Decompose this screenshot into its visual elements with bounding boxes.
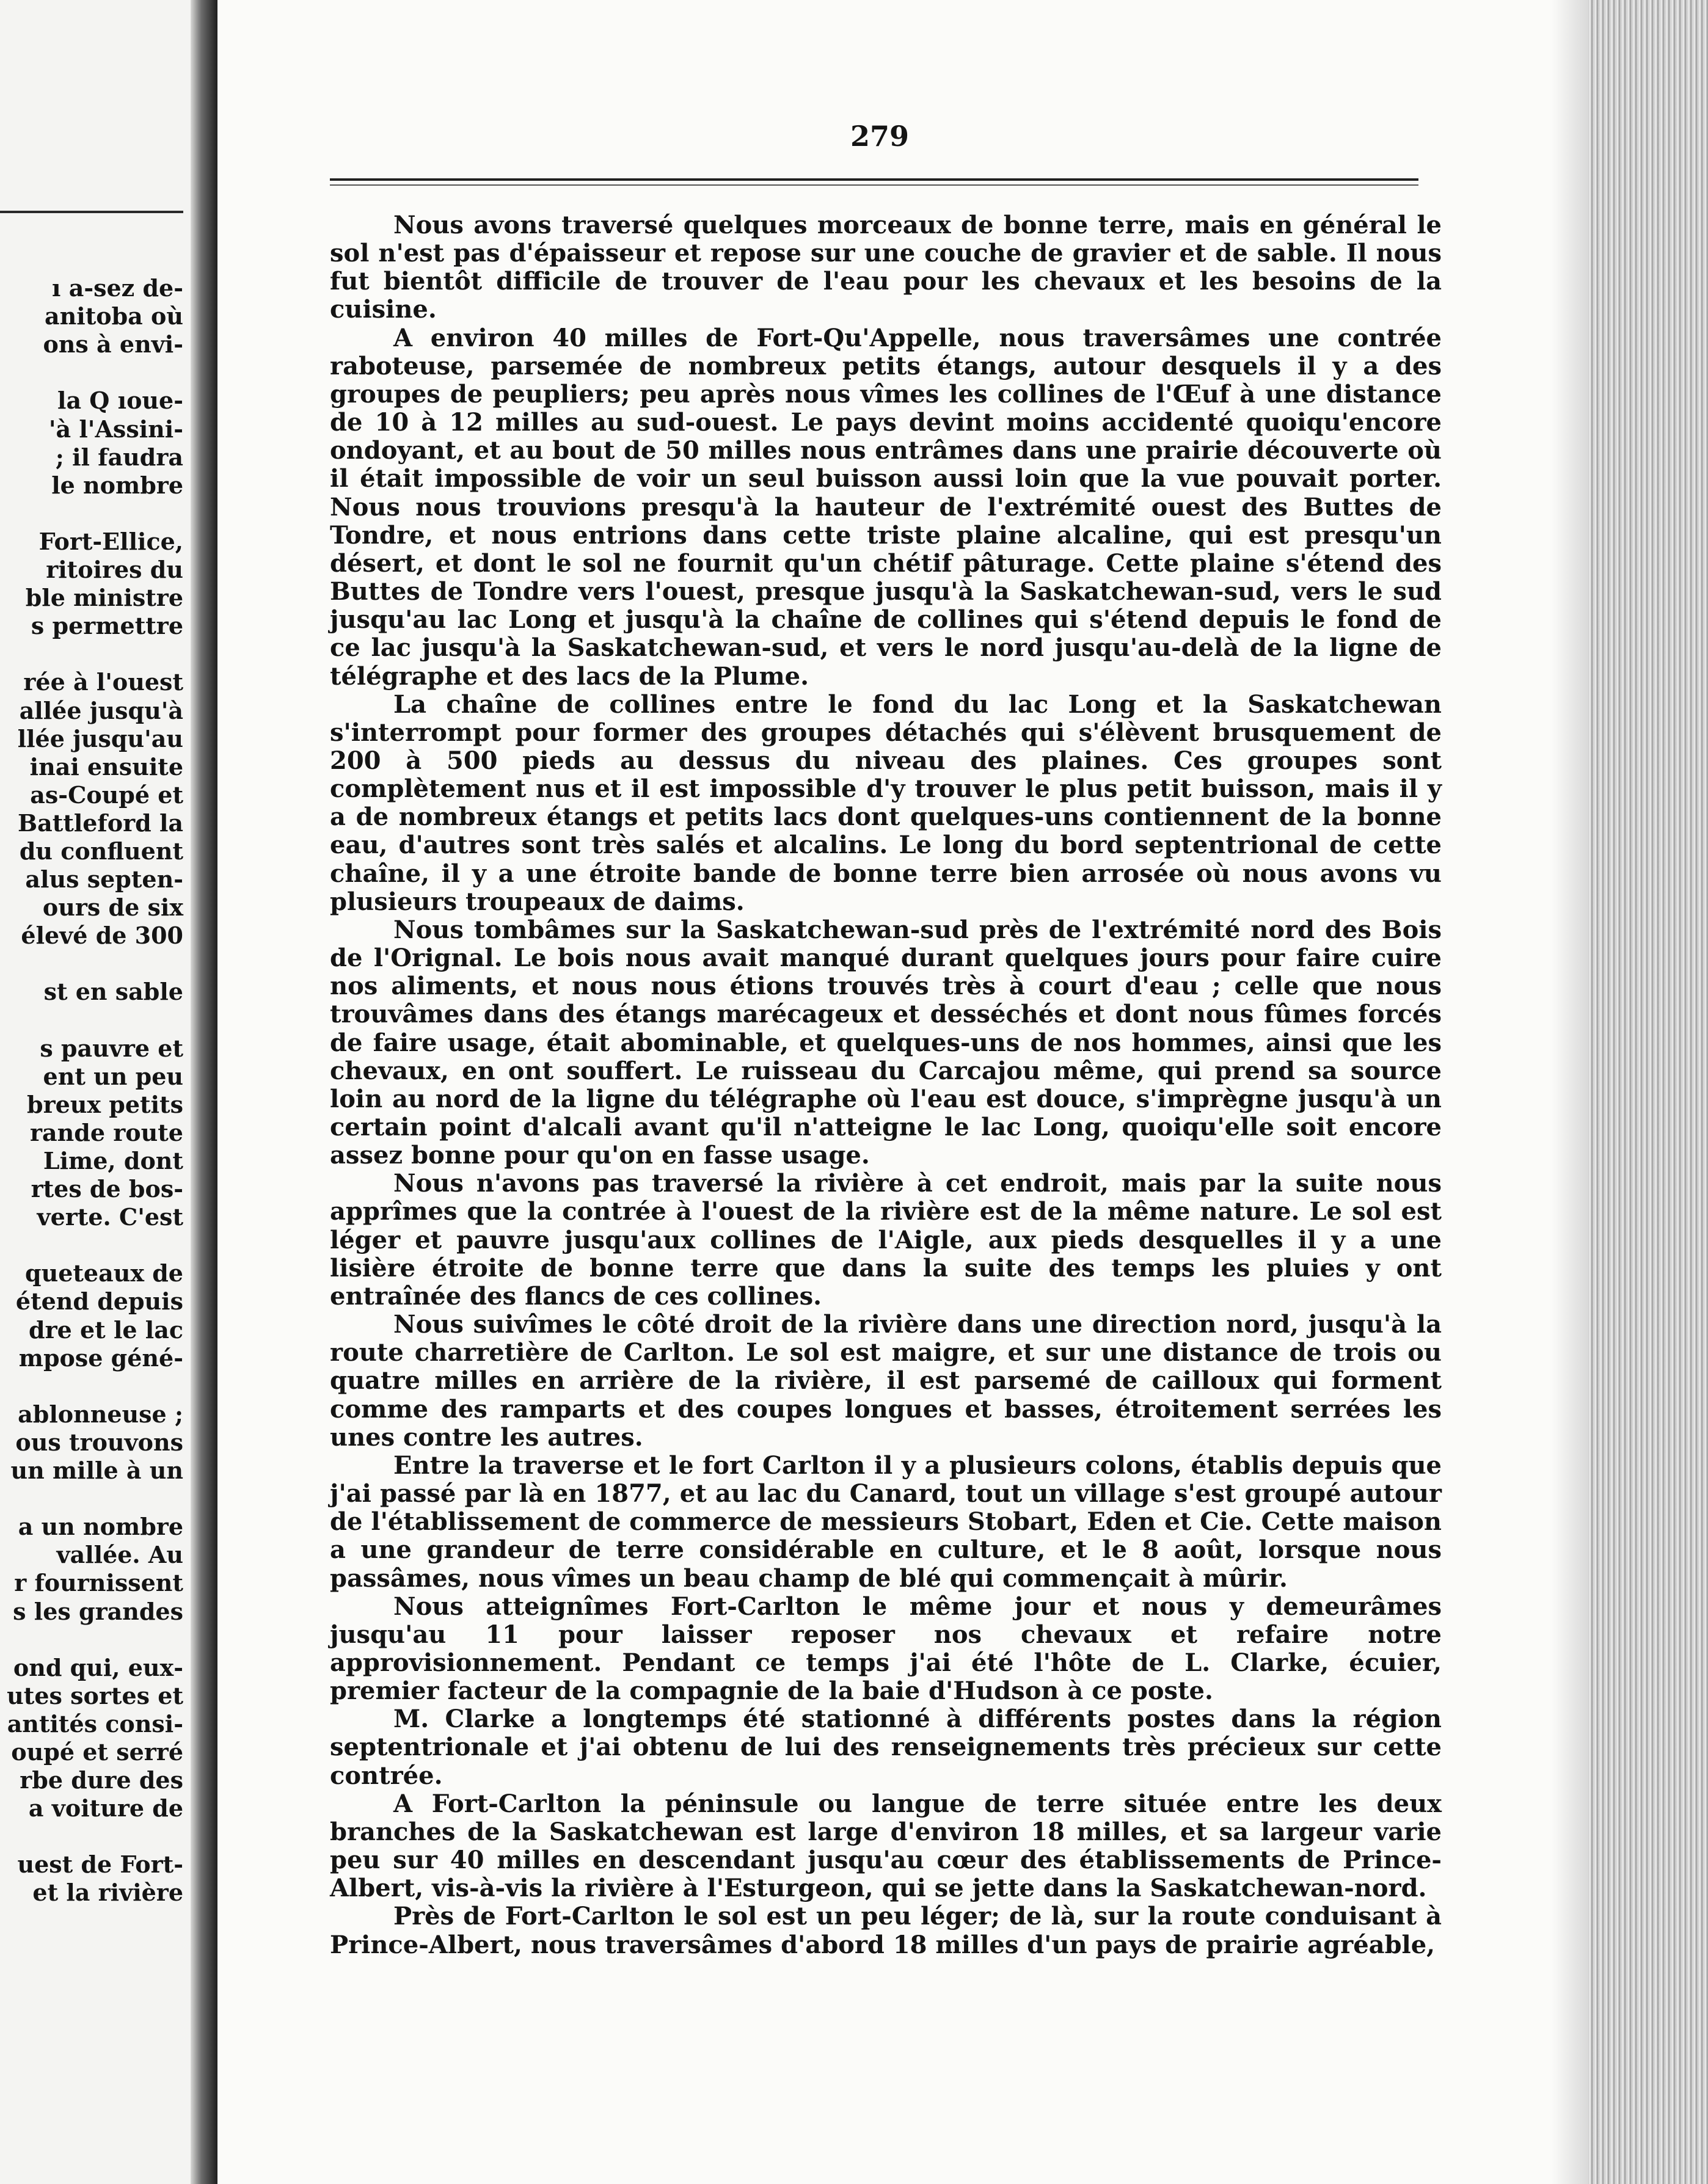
facing-page-line — [0, 1822, 183, 1851]
facing-page-text — [0, 246, 183, 1907]
facing-page-line — [0, 1006, 183, 1035]
facing-page-line: st en sable — [43, 978, 183, 1006]
paragraph: Entre la traverse et le fort Carlton il y a plusieurs colons, établis depuis que j'ai passé par là en 1877, et au lac du Canard, tout un village s'est groupé autour de l'établissement de commerce de messieurs Stobart, Eden et Cie. Cette maison a une grandeur de terre considérable en culture, et le 8 août, lorsque nous passâmes, nous vîmes un beau champ de blé qui commençait à mûrir. — [330, 1451, 1442, 1593]
facing-page-line: a voiture de — [28, 1794, 183, 1822]
facing-page-line: llée jusqu'au — [17, 724, 183, 752]
body-text — [330, 211, 1442, 1959]
facing-page-line — [0, 1626, 183, 1654]
book-gutter — [191, 0, 217, 2184]
facing-page-line: inai ensuite — [29, 752, 183, 781]
paragraph: A environ 40 milles de Fort-Qu'Appelle, nous traversâmes une contrée raboteuse, parsemée de nombreux petits étangs, autour desquels il y a des groupes de peupliers; peu après nous vîmes les collines de l'Œuf à une distance de 10 à 12 milles au sud-ouest. Le pays devint moins accidenté quoiqu'encore ondoyant, et au bout de 50 milles nous entrâmes dans une prairie découverte où il était impossible de voir un seul buisson aussi loin que la vue pouvait porter. Nous nous trouvions presqu'à la hauteur de l'extrémité ouest des Buttes de Tondre, et nous entrions dans cette triste plaine alcaline, qui est presqu'un désert, et dont le sol ne fournit qu'un chétif pâturage. Cette plaine s'étend des Buttes de Tondre vers l'ouest, presque jusqu'à la Saskatchewan-sud, vers le sud jusqu'au lac Long et jusqu'à la chaîne de collines qui s'étend depuis le fond de ce lac jusqu'à la Saskatchewan-sud, et vers le nord jusqu'au-delà de la ligne de télégraphe et des lacs de la Plume. — [330, 323, 1442, 691]
facing-page-line: mpose géné‑ — [18, 1344, 183, 1372]
page-number: 279 — [850, 120, 910, 153]
paragraph: Près de Fort-Carlton le sol est un peu léger; de là, sur la route conduisant à Prince-Albert, nous traversâmes d'abord 18 milles d'un pays de prairie agréable, — [330, 1902, 1442, 1959]
facing-page-line: Battleford la — [17, 809, 183, 837]
paragraph: A Fort-Carlton la péninsule ou langue de terre située entre les deux branches de la Saskatchewan est large d'environ 18 milles, et sa largeur varie peu sur 40 milles en descendant jusqu'au cœur des établissements de Prince-Albert, vis-à-vis la rivière à l'Esturgeon, qui se jette dans la Saskatchewan-nord. — [330, 1789, 1442, 1903]
paragraph: La chaîne de collines entre le fond du lac Long et la Saskatchewan s'interrompt pour former des groupes détachés qui s'élèvent brusquement de 200 à 500 pieds au dessus du niveau des plaines. Ces groupes sont complètement nus et il est impossible d'y trouver le plus petit buisson, mais il y a de nombreux étangs et petits lacs dont quelques-uns contiennent de la bonne eau, d'autres sont très salés et alcalins. Le long du bord septentrional de cette chaîne, il y a une étroite bande de bonne terre bien arrosée où nous avons vu plusieurs troupeaux de daims. — [330, 690, 1442, 916]
facing-page-line: ble ministre — [25, 584, 183, 612]
paragraph: Nous suivîmes le côté droit de la rivière dans une direction nord, jusqu'à la route charretière de Carlton. Le sol est maigre, et sur une distance de trois ou quatre milles en arrière de la rivière, il est parsemé de cailloux qui forment comme des ramparts et des coupes longues et basses, étroitement serrées les unes contre les autres. — [330, 1310, 1442, 1452]
facing-page-line: verte. C'est — [37, 1203, 183, 1231]
facing-page-line — [0, 246, 183, 274]
paragraph: M. Clarke a longtemps été stationné à différents postes dans la région septentrionale et j'ai obtenu de lui des renseignements très précieux sur cette contrée. — [330, 1705, 1442, 1790]
facing-page-line: Lime, dont — [43, 1147, 183, 1174]
book-page-edges — [1588, 0, 1708, 2184]
paragraph: Nous atteignîmes Fort-Carlton le même jour et nous y demeurâmes jusqu'au 11 pour laisser reposer nos chevaux et refaire notre approvisionnement. Pendant ce temps j'ai été l'hôte de L. Clarke, écuier, premier facteur de la compagnie de la baie d'Hudson à ce poste. — [330, 1592, 1442, 1706]
facing-page-line: étend depuis — [15, 1287, 183, 1316]
facing-page-line: dre et le lac — [29, 1316, 183, 1344]
facing-page-line: a un nombre — [18, 1513, 183, 1541]
paragraph: Nous tombâmes sur la Saskatchewan-sud près de l'extrémité nord des Bois de l'Orignal. Le bois nous avait manqué durant quelques jours pour faire cuire nos aliments, et nous nous étions trouvés très à court d'eau ; celle que nous trouvâmes dans des étangs marécageux et desséchés et dont nous fûmes forcés de faire usage, était abominable, et quelques-uns de nos hommes, ainsi que les chevaux, en ont souffert. Le ruisseau du Carcajou même, qui prend sa source loin au nord de la ligne du télégraphe où l'eau est douce, s'imprègne jusqu'à un certain point d'alcali avant qu'il n'atteigne le lac Long, quoiqu'elle soit encore assez bonne pour qu'on en fasse usage. — [330, 915, 1442, 1170]
header-rule-thick — [330, 178, 1418, 181]
facing-page-line — [0, 1485, 183, 1513]
facing-page-line: ent un peu — [43, 1062, 183, 1090]
header-rule-thin — [330, 184, 1418, 186]
facing-page-line: un mille à un — [10, 1457, 183, 1485]
facing-page-line — [0, 950, 183, 978]
facing-page-line: ond qui, eux‑ — [13, 1653, 183, 1681]
facing-page-line: 'à l'Assini‑ — [48, 415, 183, 443]
facing-page — [0, 0, 211, 2184]
facing-page-line — [0, 359, 183, 387]
facing-page-line: ous trouvons — [15, 1428, 183, 1456]
facing-page-line: anitoba où — [45, 302, 183, 330]
facing-page-line: Fort-Ellice, — [38, 527, 183, 555]
facing-page-line: alus septen‑ — [25, 865, 183, 894]
facing-page-line: le nombre — [51, 471, 183, 499]
facing-page-line: ritoires du — [46, 556, 183, 584]
facing-page-line — [0, 1231, 183, 1259]
facing-page-line: rtes de bos‑ — [31, 1175, 183, 1203]
facing-page-line — [0, 1372, 183, 1400]
facing-page-line: ; il faudra — [55, 443, 183, 471]
facing-page-line: rande route — [30, 1118, 183, 1146]
facing-page-line: antités consi‑ — [7, 1709, 183, 1738]
facing-page-line: queteaux de — [25, 1259, 183, 1287]
facing-page-line: du confluent — [19, 837, 183, 865]
facing-page-line: ı a‑sez de‑ — [52, 274, 183, 302]
facing-page-line: breux petits — [27, 1090, 183, 1118]
facing-page-line: ablonneuse ; — [18, 1400, 183, 1428]
facing-page-line: allée jusqu'à — [19, 696, 183, 724]
facing-page-line: et la rivière — [32, 1879, 183, 1907]
facing-page-line: ours de six — [42, 894, 183, 922]
facing-page-rule — [0, 211, 183, 213]
paragraph: Nous n'avons pas traversé la rivière à cet endroit, mais par la suite nous apprîmes que la contrée à l'ouest de la rivière est de la même nature. Le sol est léger et pauvre jusqu'aux collines de l'Aigle, aux pieds desquelles il y a une lisière étroite de bonne terre que dans la suite des temps les pluies y ont entraînée des flancs de ces collines. — [330, 1169, 1442, 1311]
facing-page-line: utes sortes et — [7, 1681, 183, 1709]
facing-page-line: uest de Fort‑ — [17, 1851, 183, 1879]
facing-page-line: as-Coupé et — [30, 781, 183, 809]
facing-page-line: vallée. Au — [56, 1541, 183, 1569]
facing-page-line: la Q ıoue‑ — [57, 387, 183, 415]
facing-page-line: ons à envi‑ — [43, 330, 183, 359]
facing-page-line: rbe dure des — [20, 1766, 183, 1794]
facing-page-line — [0, 640, 183, 668]
facing-page-line: oupé et serré — [11, 1738, 183, 1766]
facing-page-line: rée à l'ouest — [23, 668, 183, 696]
facing-page-line: s permettre — [31, 612, 183, 640]
facing-page-line: élevé de 300 — [21, 922, 183, 950]
facing-page-line: s les grandes — [13, 1597, 183, 1625]
paragraph: Nous avons traversé quelques morceaux de bonne terre, mais en général le sol n'est pas d'épaisseur et repose sur une couche de gravier et de sable. Il nous fut bientôt difficile de trouver de l'eau pour les chevaux et les besoins de la cuisine. — [330, 211, 1442, 324]
facing-page-line: r fournissent — [14, 1569, 183, 1597]
facing-page-line — [0, 500, 183, 528]
facing-page-line: s pauvre et — [40, 1034, 183, 1062]
